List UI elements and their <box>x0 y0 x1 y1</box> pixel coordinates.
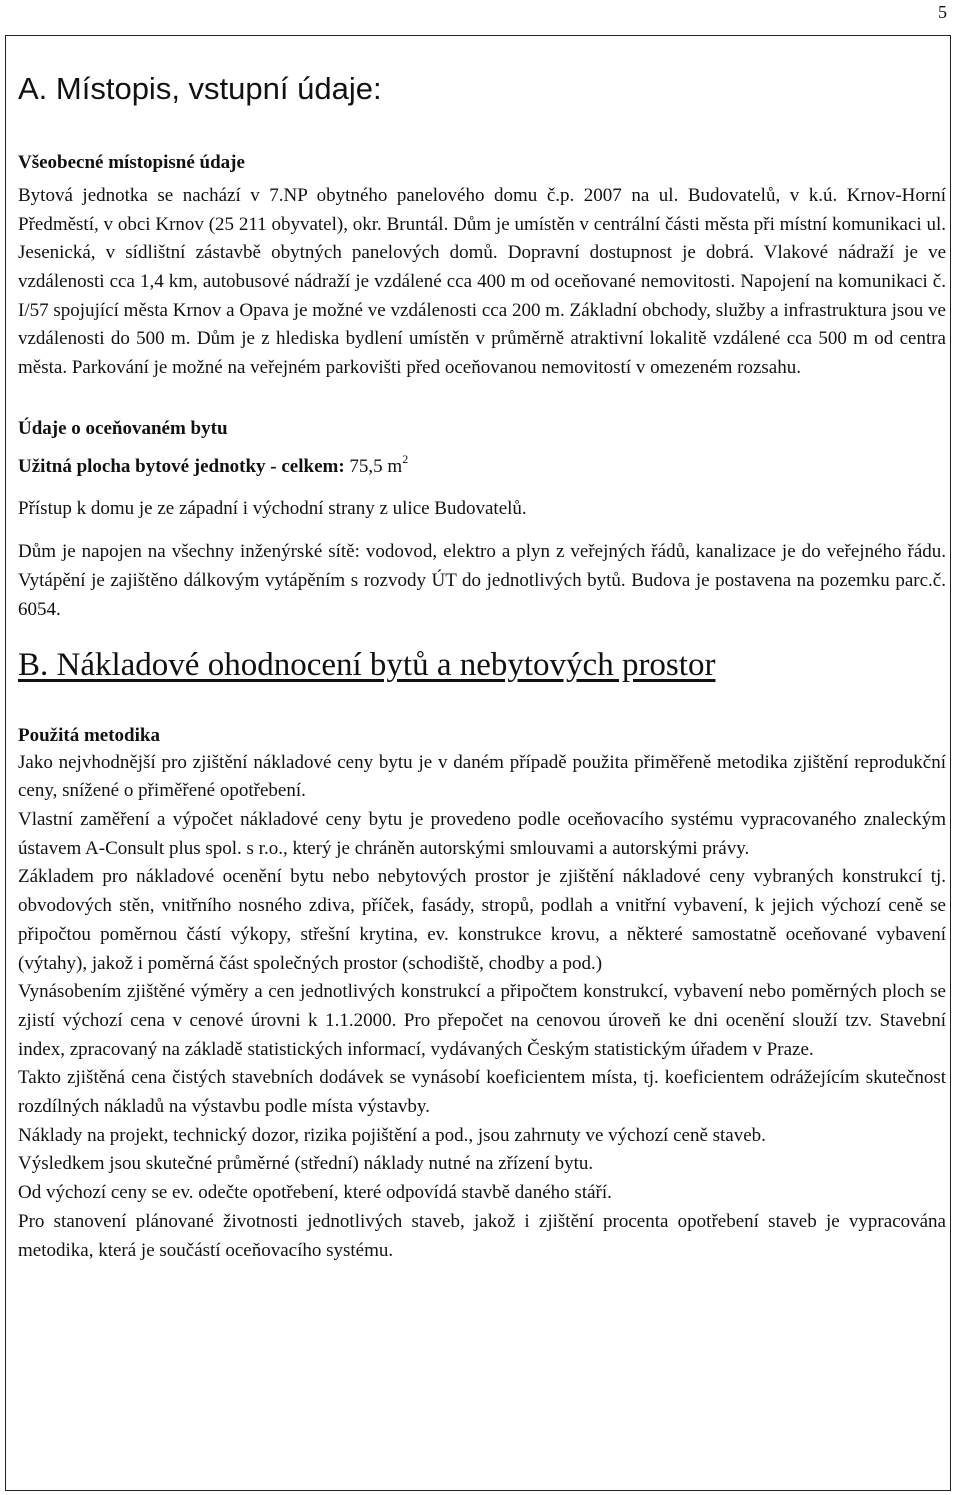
usable-area-line <box>18 453 946 481</box>
document-content <box>18 70 946 1265</box>
access-text: Přístup k domu je ze západní i východní strany z ulice Budovatelů. <box>18 498 527 520</box>
method-paragraph: Vynásobením zjištěné výměry a cen jednotlivých konstrukcí a připočtem konstrukcí, vybavení nebo poměrných ploch se zjistí výchozí cena v cenové úrovni k 1.1.2000. Pro přepočet na cenovou úroveň ke dni ocenění slouží tzv. Stavební index, zpracovaný na základě statistických informací, vydávaných Českým statistickým úřadem v Praze. <box>18 981 946 1060</box>
utilities-text: Dům je napojen na všechny inženýrské sítě: vodovod, elektro a plyn z veřejných řádů, kanalizace je do veřejného řádu. Vytápění je zajištěno dálkovým vytápěním s rozvody ÚT do jednotlivých bytů. Budova je postavena na pozemku parc.č. 6054. <box>18 541 946 620</box>
method-paragraph: Základem pro nákladové ocenění bytu nebo nebytových prostor je zjištění nákladové ceny vybraných konstrukcí tj. obvodových stěn, vnitřního nosného zdiva, příček, fasády, stropů, podlah a vnitřní vybavení, k jejich výchozí ceně se připočtou poměrnou částí výkopy, střešní krytina, ev. konstrukce krovu, a některé samostatně oceňované vybavení (výtahy), jakož i poměrná část společných prostor (schodiště, chodby a pod.) <box>18 866 946 974</box>
page-number: 5 <box>938 2 947 22</box>
general-location-heading: Všeobecné místopisné údaje <box>18 152 245 174</box>
method-paragraph: Pro stanovení plánované životnosti jednotlivých staveb, jakož i zjištění procenta opotřebení staveb je vypracována metodika, která je součástí oceňovacího systému. <box>18 1210 946 1261</box>
usable-area-label: Užitná plocha bytové jednotky - celkem: <box>18 456 345 478</box>
method-paragraph: Náklady na projekt, technický dozor, rizika pojištění a pod., jsou zahrnuty ve výchozí ceně staveb. <box>18 1124 766 1146</box>
usable-area-unit-exponent: 2 <box>402 452 409 467</box>
section-a-title: A. Místopis, vstupní údaje: <box>18 71 382 106</box>
method-paragraph: Od výchozí ceny se ev. odečte opotřebení, které odpovídá stavbě daného stáří. <box>18 1182 612 1204</box>
method-heading: Použitá metodika <box>18 724 160 746</box>
method-paragraph: Vlastní zaměření a výpočet nákladové ceny bytu je provedeno podle oceňovacího systému vypracovaného znaleckým ústavem A-Consult plus spol. s r.o., který je chráněn autorskými smlouvami a autorskými právy. <box>18 808 946 859</box>
method-paragraph: Jako nejvhodnější pro zjištění nákladové ceny bytu je v daném případě použita přiměřeně metodika zjištění reprodukční ceny, snížené o přiměřené opotřebení. <box>18 751 946 802</box>
method-paragraph: Výsledkem jsou skutečné průměrné (střední) náklady nutné na zřízení bytu. <box>18 1153 594 1175</box>
usable-area-value: 75,5 m <box>349 456 403 478</box>
section-b-title: B. Nákladové ohodnocení bytů a nebytových prostor <box>18 647 716 684</box>
general-location-text: Bytová jednotka se nachází v 7.NP obytného panelového domu č.p. 2007 na ul. Budovatelů, v k.ú. Krnov-Horní Předměstí, v obci Krnov (25 211 obyvatel), okr. Bruntál. Dům je umístěn v centrální části města při místní komunikaci ul. Jesenická, v sídlištní zástavbě obytných panelových domů. Dopravní dostupnost je dobrá. Vlakové nádraží je ve vzdálenosti cca 1,4 km, autobusové nádraží je vzdálené cca 400 m od oceňované nemovitosti. Napojení na komunikaci č. I/57 spojující města Krnov a Opava je možné ve vzdálenosti cca 200 m. Základní obchody, služby a infrastruktura jsou ve vzdálenosti do 500 m. Dům je z hlediska bydlení umístěn v průměrně atraktivní lokalitě vzdálené cca 500 m od centra města. Parkování je možné na veřejném parkovišti před oceňovanou nemovitostí v omezeném rozsahu. <box>18 184 946 379</box>
method-paragraph: Takto zjištěná cena čistých stavebních dodávek se vynásobí koeficientem místa, tj. koeficientem odrážejícím skutečnost rozdílných nákladů na výstavbu podle místa výstavby. <box>18 1067 946 1118</box>
flat-data-heading: Údaje o oceňovaném bytu <box>18 417 228 439</box>
